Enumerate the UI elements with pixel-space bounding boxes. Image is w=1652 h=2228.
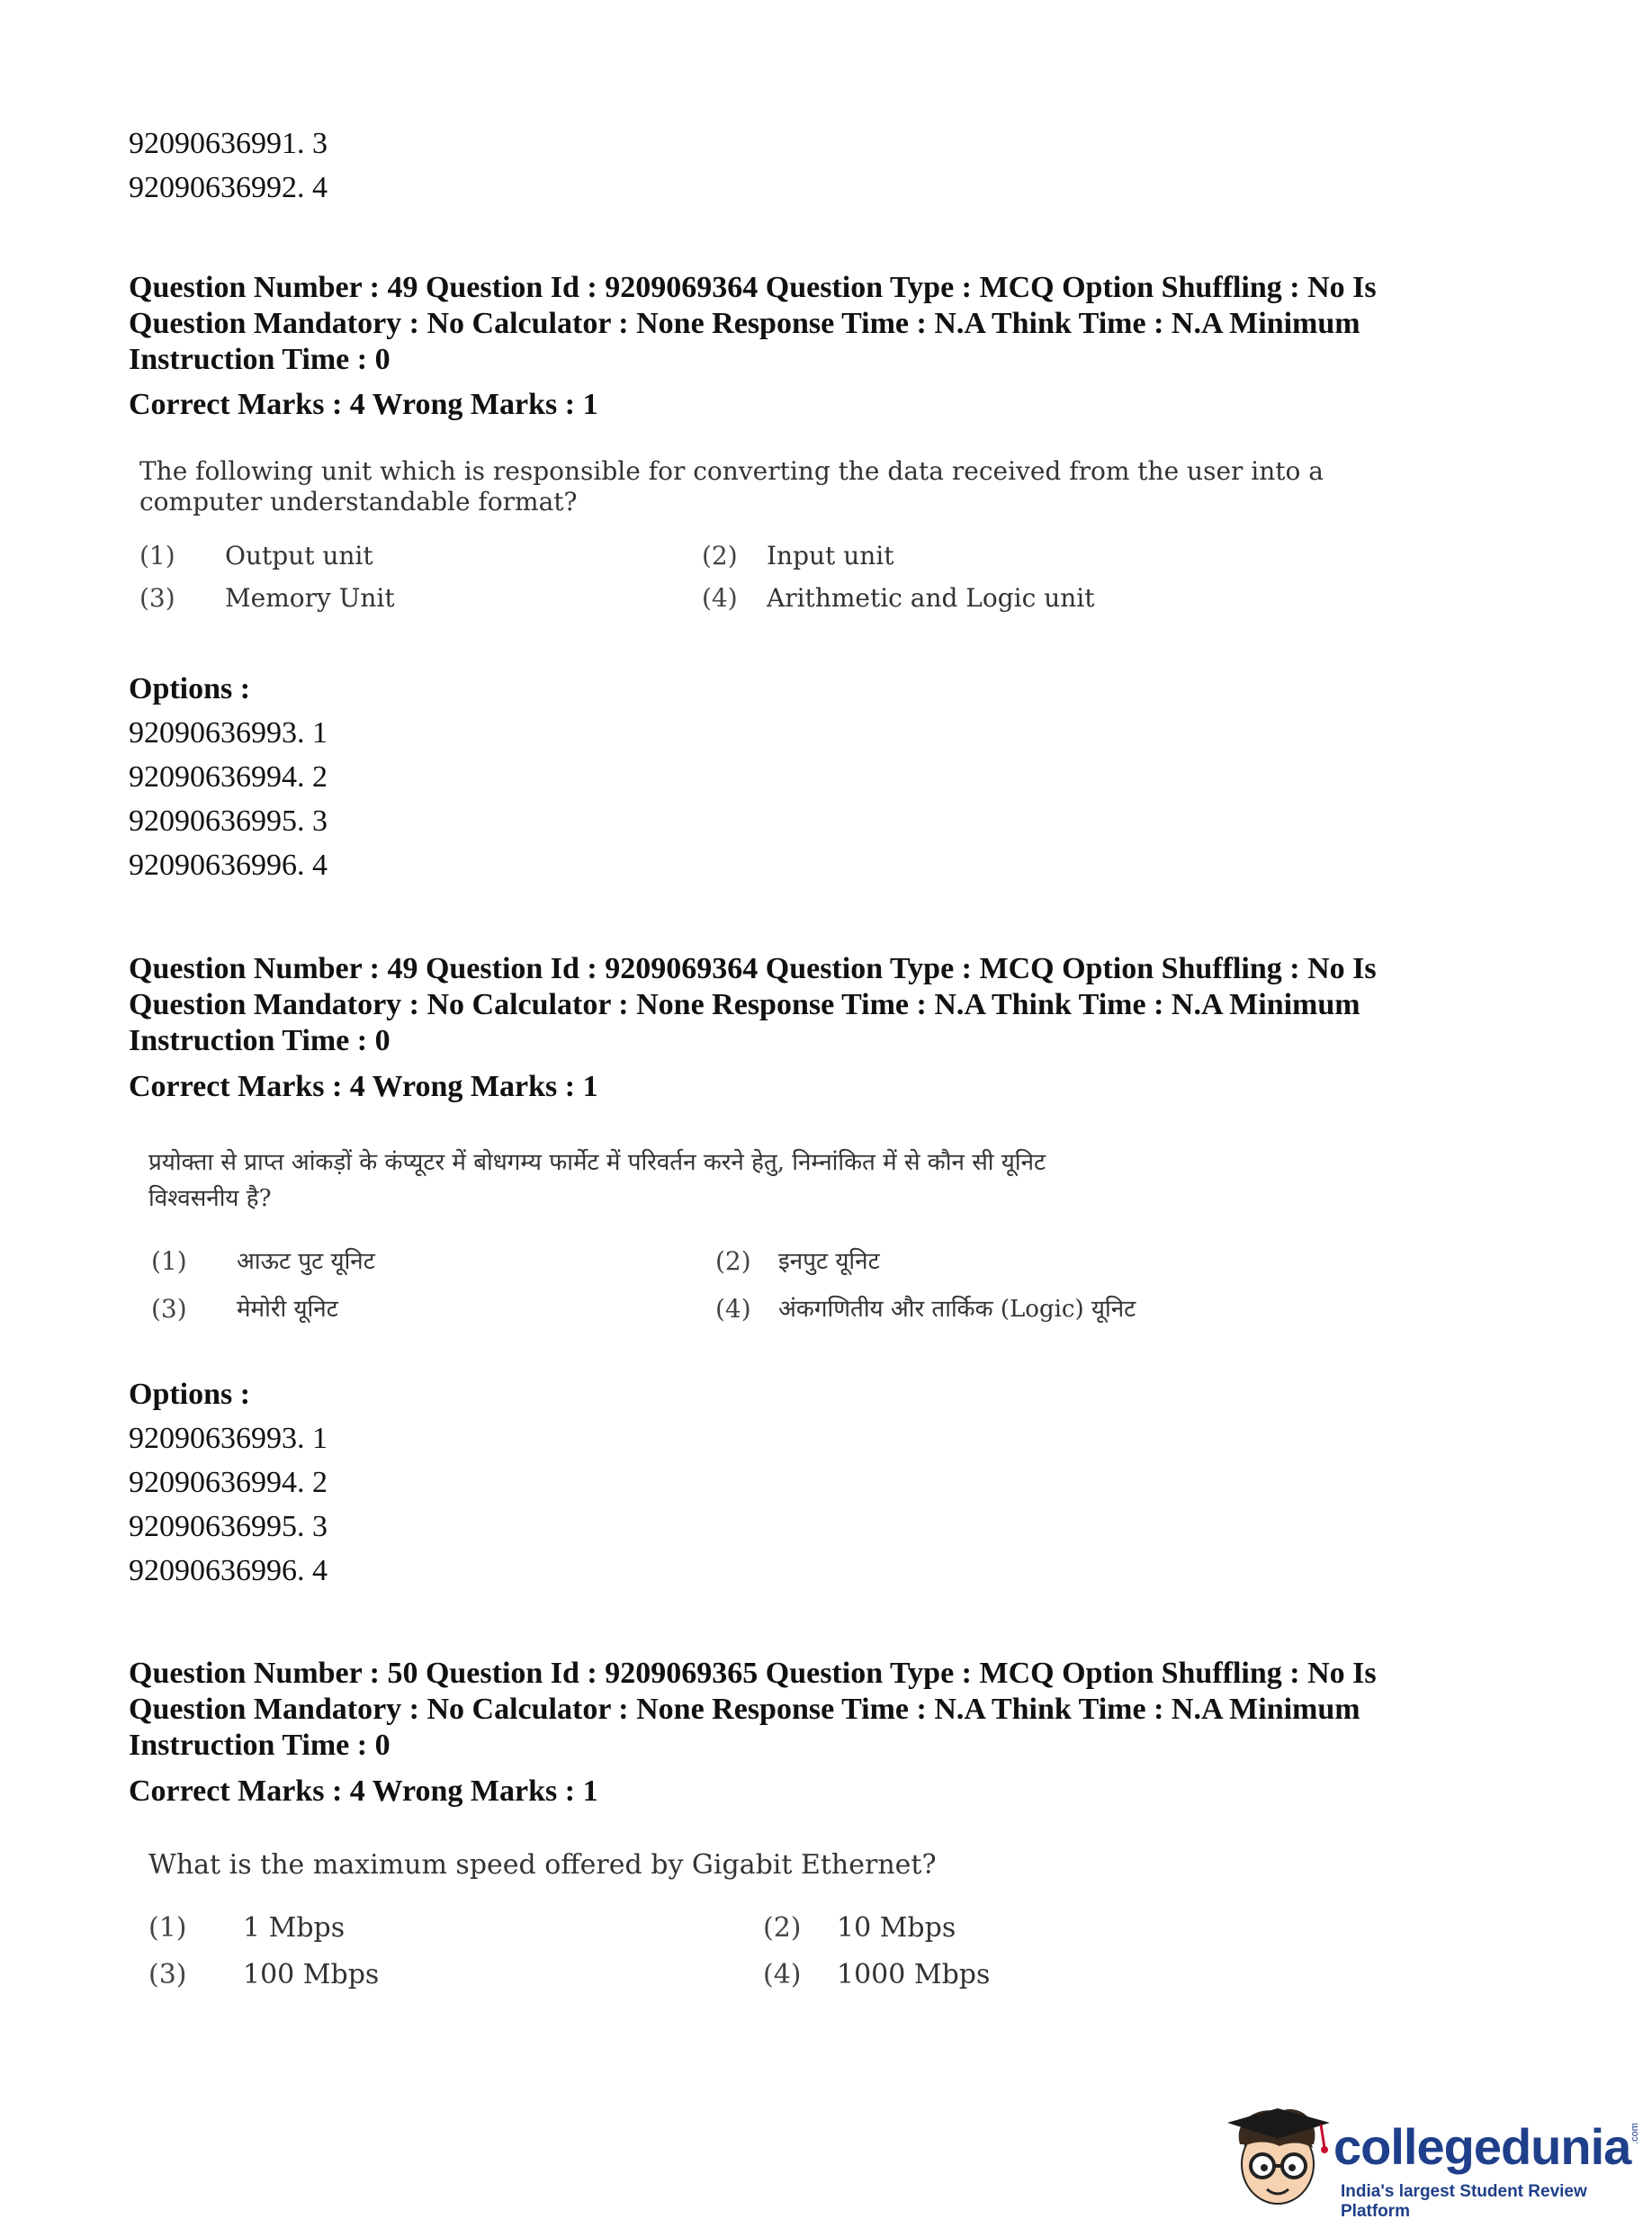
option-line: 92090636996. 4 <box>129 849 328 882</box>
question-meta <box>129 1656 1460 1764</box>
question-text: The following unit which is responsible for converting the data received from the user into a <box>139 456 1324 486</box>
choice-text: 1000 Mbps <box>837 1959 991 1990</box>
marks-line: Correct Marks : 4 Wrong Marks : 1 <box>129 388 598 421</box>
option-line: 92090636995. 3 <box>129 804 328 838</box>
collegedunia-logo <box>1224 2101 1647 2221</box>
option-line: 92090636994. 2 <box>129 1466 328 1499</box>
question-meta-line: Instruction Time : 0 <box>129 1024 391 1057</box>
option-line: 92090636992. 4 <box>129 171 328 204</box>
student-mascot-icon <box>1224 2101 1332 2218</box>
question-meta-line: Question Number : 50 Question Id : 9209069365 Question Type : MCQ Option Shuffling : No Is <box>129 1657 1377 1690</box>
logo-wordmark: collegedunia <box>1333 2118 1631 2175</box>
question-meta-line: Question Mandatory : No Calculator : None Response Time : N.A Think Time : N.A Minimum <box>129 988 1360 1021</box>
choice-text: अंकगणितीय और तार्किक (Logic) यूनिट <box>778 1296 1136 1323</box>
question-meta-line: Instruction Time : 0 <box>129 343 391 376</box>
logo-tagline: India's largest Student Review Platform <box>1341 2182 1587 2221</box>
question-meta-line: Instruction Time : 0 <box>129 1729 391 1762</box>
question-meta-line: Question Mandatory : No Calculator : None Response Time : N.A Think Time : N.A Minimum <box>129 307 1360 340</box>
choice-number: (1) <box>151 1246 187 1276</box>
choice-text: Output unit <box>225 541 373 570</box>
question-text: विश्वसनीय है? <box>148 1185 272 1212</box>
question-meta-line: Question Number : 49 Question Id : 9209069364 Question Type : MCQ Option Shuffling : No Is <box>129 952 1377 985</box>
marks-line: Correct Marks : 4 Wrong Marks : 1 <box>129 1070 598 1103</box>
logo-suffix: .com <box>1629 2123 1640 2144</box>
choice-text: 100 Mbps <box>243 1959 380 1990</box>
choice-text: मेमोरी यूनिट <box>237 1296 338 1323</box>
choice-number: (3) <box>139 583 175 613</box>
choice-number: (2) <box>702 541 738 570</box>
question-meta <box>129 270 1460 378</box>
option-line: 92090636994. 2 <box>129 760 328 794</box>
choice-number: (3) <box>148 1959 187 1990</box>
choice-number: (2) <box>715 1246 751 1276</box>
choice-number: (1) <box>139 541 175 570</box>
question-text: What is the maximum speed offered by Gigabit Ethernet? <box>148 1849 937 1881</box>
option-line: 92090636996. 4 <box>129 1554 328 1587</box>
choice-text: 10 Mbps <box>837 1912 956 1944</box>
question-text: computer understandable format? <box>139 487 578 517</box>
choice-text: Arithmetic and Logic unit <box>767 583 1095 613</box>
choice-number: (4) <box>763 1959 802 1990</box>
option-line: 92090636993. 1 <box>129 716 328 750</box>
choice-text: 1 Mbps <box>243 1912 346 1944</box>
question-meta <box>129 951 1460 1059</box>
choice-number: (3) <box>151 1294 187 1324</box>
question-meta-line: Question Number : 49 Question Id : 9209069364 Question Type : MCQ Option Shuffling : No Is <box>129 271 1377 304</box>
options-heading: Options : <box>129 672 251 705</box>
choice-number: (4) <box>702 583 738 613</box>
choice-number: (4) <box>715 1294 751 1324</box>
option-line: 92090636993. 1 <box>129 1422 328 1455</box>
choice-text: आऊट पुट यूनिट <box>237 1248 375 1275</box>
option-line: 92090636995. 3 <box>129 1510 328 1543</box>
choice-text: Memory Unit <box>225 583 395 613</box>
options-heading: Options : <box>129 1378 251 1411</box>
option-line: 92090636991. 3 <box>129 127 328 160</box>
question-meta-line: Question Mandatory : No Calculator : None Response Time : N.A Think Time : N.A Minimum <box>129 1693 1360 1726</box>
question-text: प्रयोक्ता से प्राप्त आंकड़ों के कंप्यूटर में बोधगम्य फार्मेट में परिवर्तन करने हेतु, निम्नांकित में से कौन सी यूनिट <box>148 1149 1046 1176</box>
choice-number: (1) <box>148 1912 187 1944</box>
marks-line: Correct Marks : 4 Wrong Marks : 1 <box>129 1774 598 1808</box>
choice-text: Input unit <box>767 541 894 570</box>
choice-text: इनपुट यूनिट <box>778 1248 880 1275</box>
choice-number: (2) <box>763 1912 802 1944</box>
